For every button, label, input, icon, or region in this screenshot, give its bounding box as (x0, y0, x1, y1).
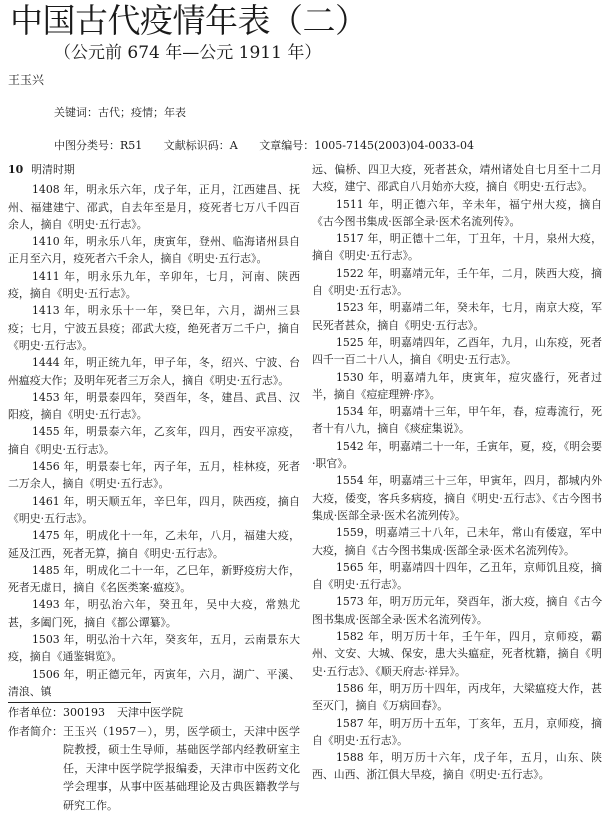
right-column (312, 161, 602, 784)
article-title: 中国古代疫情年表（二） (10, 1, 368, 40)
entry: 1456 年，明景泰七年，丙子年，五月，桂林疫，死者二万余人，摘自《明史·五行志》。 (8, 460, 300, 491)
author-unit (8, 704, 300, 723)
entry: 1444 年，明正统九年，甲子年，冬，绍兴、宁波、台州瘟疫大作；及明年死者三万余人，摘自《明史·五行志》。 (8, 356, 300, 387)
entry: 1530 年，明嘉靖九年，庚寅年，痘灾盛行，死者过半，摘自《痘症理辨·序》。 (312, 370, 602, 401)
article-subtitle: （公元前 674 年—公元 1911 年） (54, 43, 322, 63)
entry: 1588 年，明万历十六年，戊子年，五月，山东、陕西、山西、浙江俱大旱疫，摘自《明史·五行志》。 (312, 751, 602, 782)
unit-label: 作者单位： (8, 706, 63, 720)
entry: 1582 年，明万历十年，壬午年，四月，京师疫，霸州、文安、大城、保安，患大头瘟症，死者枕籍，摘自《明史·五行志》、《顺天府志·祥异》。 (312, 630, 602, 678)
section-number: 10 (8, 163, 24, 176)
classification-line (54, 138, 492, 153)
entry: 1410 年，明永乐八年，庚寅年，登州、临海诸州县自正月至六月，疫死者六千余人，摘自《明史·五行志》。 (8, 235, 300, 266)
left-column (8, 161, 300, 815)
section-label: 明清时期 (31, 163, 75, 176)
unit-name: 天津中医学院 (117, 706, 183, 720)
entry: 1587 年，明万历十五年，丁亥年，五月，京师疫，摘自《明史·五行志》。 (312, 716, 602, 747)
author-name: 王玉兴 (8, 73, 45, 87)
keywords: 关键词：古代；疫情；年表 (54, 106, 186, 119)
unit-code: 300193 (63, 706, 105, 720)
entry: 1586 年，明万历十四年，丙戌年，大梁瘟疫大作，甚至灭门，摘自《万病回春》。 (312, 681, 602, 713)
bio-text: 王玉兴（1957－），男，医学硕士，天津中医学院教授，硕士生导师，基础医学部内经教研室主任，天津中医学院学报编委，天津市中医药文化学会理事，从事中医基础理论及古典医籍教学与研究工作。 (63, 724, 300, 812)
entry: 1506 年，明正德元年，丙寅年，六月，湖广、平溪、清浪、镇 (8, 667, 300, 698)
entry: 1503 年，明弘治十六年，癸亥年，五月，云南景东大疫，摘自《通鉴辑览》。 (8, 633, 300, 664)
entry: 1517 年，明正德十二年，丁丑年，十月，泉州大疫，摘自《明史·五行志》。 (312, 232, 602, 263)
entry: 1475 年，明成化十一年，乙未年，八月，福建大疫，延及江西，死者无算，摘自《明史·五行志》。 (8, 529, 300, 560)
entry: 1485 年，明成化二十一年，乙巳年，新野疫疠大作，死者无虚日，摘自《名医类案·瘟疫》。 (8, 563, 300, 595)
entry: 1559，明嘉靖三十八年，己未年，常山有倭寇，军中大疫，摘自《古今图书集成·医部全录·医术名流列传》。 (312, 526, 602, 557)
entry: 1461 年，明天顺五年，辛巳年，四月，陕西疫，摘自《明史·五行志》。 (8, 494, 300, 525)
document-code: 文献标识码：A (163, 139, 238, 152)
footnote-rule (8, 702, 151, 703)
clc-number: 中图分类号：R51 (54, 139, 143, 152)
entry: 1525 年，明嘉靖四年，乙酉年，九月，山东疫，死者四千一百二十八人，摘自《明史·五行志》。 (312, 335, 602, 367)
entry: 1408 年，明永乐六年，戊子年，正月，江西建昌、抚州、福建建宁、邵武，自去年至是月，疫死者七万八千四百余人，摘自《明史·五行志》。 (8, 183, 300, 231)
entry-list-right (312, 196, 602, 784)
entry: 1511 年，明正德六年，辛未年，福宁州大疫，摘自《古今图书集成·医部全录·医术名流列传》。 (312, 197, 602, 228)
entry: 1542 年，明嘉靖二十一年，壬寅年，夏，疫，《明会要·职官》。 (312, 439, 602, 471)
entry: 1573 年，明万历元年，癸酉年，浙大疫，摘自《古今图书集成·医部全录·医术名流列传》。 (312, 595, 602, 626)
entry: 1522 年，明嘉靖元年，壬午年，二月，陕西大疫，摘自《明史·五行志》。 (312, 266, 602, 298)
article-number: 文章编号：1005-7145(2003)04-0033-04 (259, 139, 474, 152)
entry: 1554 年，明嘉靖三十三年，甲寅年，四月，都城内外大疫，倭变，客兵多病疫，摘自《明史·五行志》、《古今图书集成·医部全录·医术名流列传》。 (312, 474, 602, 522)
entry: 1493 年，明弘治六年，癸丑年，吴中大疫，常熟尤甚，多阖门死，摘自《都公谭纂》。 (8, 598, 300, 629)
author-bio (8, 723, 300, 815)
entry-continuation: 远、偏桥、四卫大疫，死者甚众，靖州诸处自七月至十二月大疫，建宁、邵武自八月始亦大疫，摘自《明史·五行志》。 (312, 163, 602, 194)
entry-list-left (8, 181, 300, 700)
entry: 1453 年，明景泰四年，癸酉年，冬，建昌、武昌、汉阳疫，摘自《明史·五行志》。 (8, 390, 300, 422)
entry: 1455 年，明景泰六年，乙亥年，四月，西安平凉疫，摘自《明史·五行志》。 (8, 425, 300, 456)
entry: 1523 年，明嘉靖二年，癸未年，七月，南京大疫，军民死者甚众，摘自《明史·五行志》。 (312, 301, 602, 332)
entry: 1534 年，明嘉靖十三年，甲午年，春，痘毒流行，死者十有八九，摘自《痰症集说》。 (312, 405, 602, 436)
entry: 1413 年，明永乐十一年，癸巳年，六月，湖州三县疫；七月，宁波五县疫；邵武大疫，绝死者万二千户，摘自《明史·五行志》。 (8, 304, 300, 352)
entry: 1411 年，明永乐九年，辛卯年，七月，河南、陕西疫，摘自《明史·五行志》。 (8, 269, 300, 301)
footnote (8, 704, 300, 815)
section-heading (8, 161, 300, 178)
bio-label: 作者简介： (8, 724, 63, 738)
entry: 1565 年，明嘉靖四十四年，乙丑年，京师饥且疫，摘自《明史·五行志》。 (312, 560, 602, 592)
